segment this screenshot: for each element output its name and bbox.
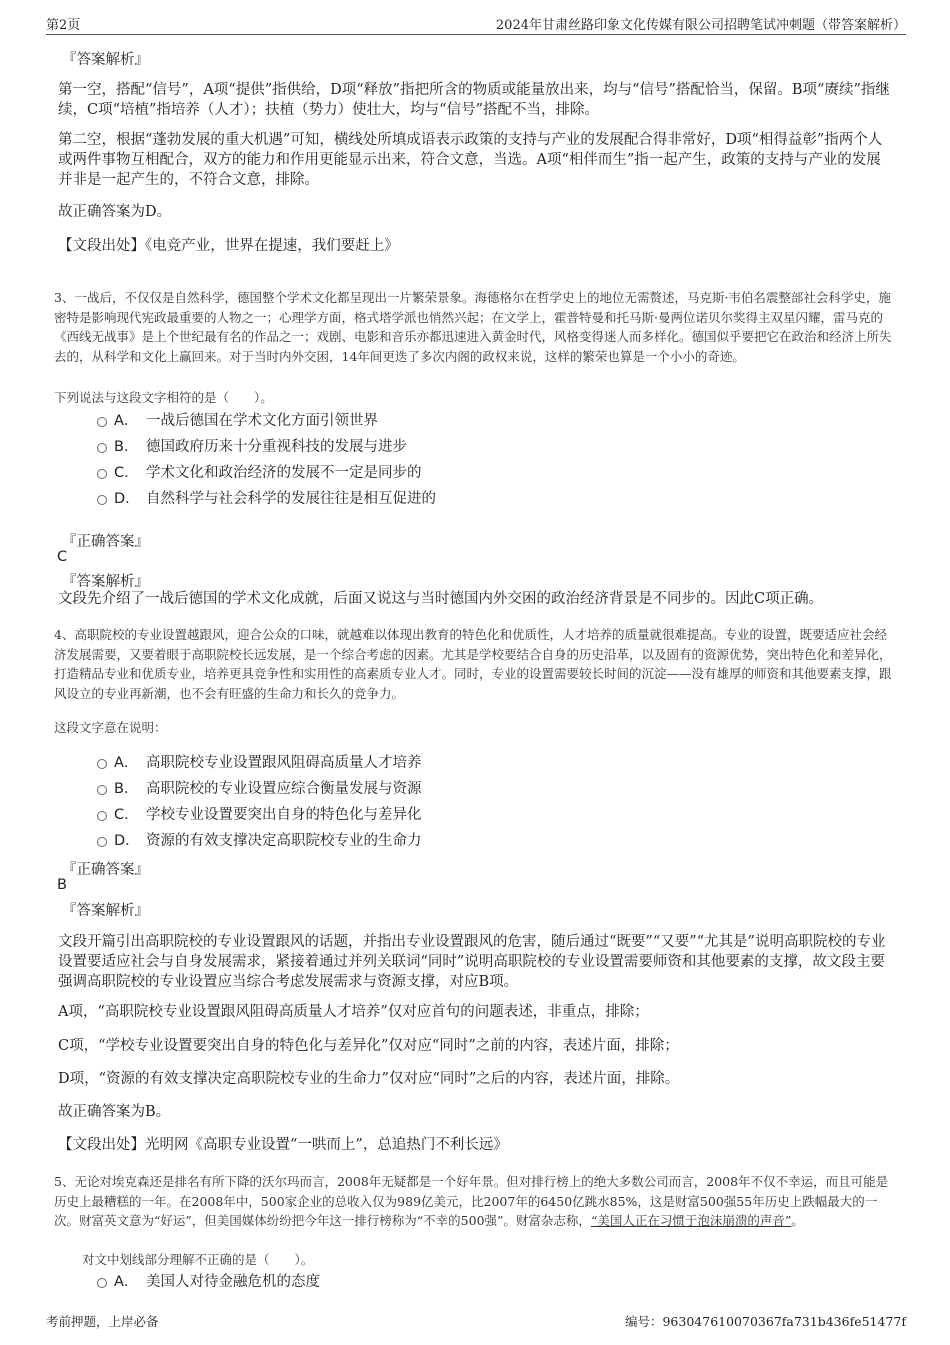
analysis-label: 『答案解析』 bbox=[62, 903, 149, 919]
q4-stem: 4、高职院校的专业设置越跟风，迎合公众的口味，就越难以体现出教育的特色化和优质性，人才培养的质量就很难提高。专业的设置，既要适应社会经济发展需要，又要着眼于高职院校长远发展，是一个综合考虑的因素。尤其是学校要结合自身的历史沿革，以及固有的资源优势，突出特色化和差异化，打造精品专业和优质专业，培养更具竞争性和实用性的高素质专业人才。同时，专业的设置需要较长时间的沉淀——没有雄厚的师资和其他要素支撑，跟风设立的专业再新潮，也不会有旺盛的生命力和长久的竞争力。 bbox=[54, 627, 892, 701]
q5-stem: 5、无论对埃克森还是排名有所下降的沃尔玛而言，2008年无疑都是一个好年景。但对排行榜上的绝大多数公司而言，2008年不仅不幸运，而且可能是历史上最糟糕的一年。在2008年中，500家企业的总收入仅为989亿美元，比2007年的6450亿跳水85%，这是财富500强55年历史上跌幅最大的一次。财富英文意为“好运”，但美国媒体纷纷把今年这一排行榜称为“不幸的500强”。财富杂志称，“美国人正在习惯于泡沫崩溃的声音”。 bbox=[54, 1174, 889, 1228]
q3-analysis: 文段先介绍了一战后德国的学术文化成就，后面又说这与当时德国内外交困的政治经济背景是不同步的。因此C项正确。 bbox=[58, 591, 824, 607]
q2-analysis-p1: 第一空，搭配“信号”，A项“提供”指供给，D项“释放”指把所含的物质或能量放出来，均与“信号”搭配恰当，保留。B项“赓续”指继续，C项“培植”指培养（人才）；扶植（势力）使壮大，均与“信号”搭配不当，排除。 bbox=[58, 82, 890, 118]
radio-button[interactable] bbox=[97, 469, 107, 479]
underlined-phrase: “美国人正在习惯于泡沫崩溃的声音” bbox=[590, 1213, 792, 1228]
radio-button[interactable] bbox=[97, 495, 107, 505]
q2-source: 【文段出处】《电竞产业，世界在提速，我们要赶上》 bbox=[58, 238, 399, 254]
q4-conclusion: 故正确答案为B。 bbox=[58, 1104, 171, 1120]
q3-answer: C bbox=[57, 549, 68, 565]
page-header bbox=[46, 12, 906, 35]
correct-answer-label: 『正确答案』 bbox=[62, 534, 149, 550]
q4-prompt: 这段文字意在说明： bbox=[54, 720, 167, 735]
q4-option-c[interactable]: C． 学校专业设置要突出自身的特色化与差异化 bbox=[97, 805, 422, 825]
q3-option-a[interactable]: A． 一战后德国在学术文化方面引领世界 bbox=[97, 411, 378, 431]
radio-button[interactable] bbox=[97, 837, 107, 847]
q4-answer: B bbox=[57, 877, 67, 893]
radio-button[interactable] bbox=[97, 759, 107, 769]
q4-option-d[interactable]: D． 资源的有效支撑决定高职院校专业的生命力 bbox=[97, 831, 422, 851]
q4-source: 【文段出处】光明网《高职专业设置“一哄而上”，总追热门不利长远》 bbox=[58, 1137, 508, 1153]
q4-analysis-p4: D项，“资源的有效支撑决定高职院校专业的生命力”仅对应“同时”之后的内容，表述片面，排除。 bbox=[58, 1071, 680, 1087]
q5-option-a[interactable]: A． 美国人对待金融危机的态度 bbox=[97, 1272, 320, 1292]
radio-button[interactable] bbox=[97, 811, 107, 821]
q2-analysis-p2: 第二空，根据“蓬勃发展的重大机遇”可知，横线处所填成语表示政策的支持与产业的发展配合得非常好，D项“相得益彰”指两个人或两件事物互相配合，双方的能力和作用更能显示出来，符合文意，当选。A项“相伴而生”指一起产生，政策的支持与产业的发展并非是一起产生的，不符合文意，排除。 bbox=[58, 132, 883, 188]
q3-option-b[interactable]: B． 德国政府历来十分重视科技的发展与进步 bbox=[97, 437, 407, 457]
q4-option-a[interactable]: A． 高职院校专业设置跟风阻碍高质量人才培养 bbox=[97, 753, 422, 773]
q3-stem: 3、一战后，不仅仅是自然科学，德国整个学术文化都呈现出一片繁荣景象。海德格尔在哲学史上的地位无需赘述，马克斯·韦伯名震整部社会科学史，施密特是影响现代宪政最重要的人物之一；心理学方面，格式塔学派也悄然兴起；在文学上，霍普特曼和托马斯·曼两位诺贝尔奖得主双星闪耀，雷马克的《西线无战事》是上个世纪最有名的作品之一；戏剧、电影和音乐亦都迅速进入黄金时代，风格变得迷人而多样化。德国似乎要把它在政治和经济上所失去的，从科学和文化上赢回来。对于当时内外交困，14年间更迭了多次内阁的政权来说，这样的繁荣也算是一个小小的奇迹。 bbox=[54, 290, 892, 364]
q3-option-d[interactable]: D． 自然科学与社会科学的发展往往是相互促进的 bbox=[97, 489, 436, 509]
correct-answer-label: 『正确答案』 bbox=[62, 862, 149, 878]
document-title: 2024年甘肃丝路印象文化传媒有限公司招聘笔试冲刺题（带答案解析） bbox=[495, 18, 906, 33]
q3-prompt: 下列说法与这段文字相符的是（ ）。 bbox=[54, 390, 273, 405]
q4-analysis-p2: A项，“高职院校专业设置跟风阻碍高质量人才培养”仅对应首句的问题表述，非重点，排除； bbox=[58, 1004, 649, 1020]
q5-prompt: 对文中划线部分理解不正确的是（ ）。 bbox=[82, 1252, 314, 1267]
radio-button[interactable] bbox=[97, 785, 107, 795]
radio-button[interactable] bbox=[97, 417, 107, 427]
footer-slogan: 考前押题，上岸必备 bbox=[46, 1314, 159, 1329]
document-id: 编号：963047610070367fa731b436fe51477f bbox=[624, 1314, 906, 1329]
analysis-label: 『答案解析』 bbox=[62, 52, 149, 68]
page-number: 第2页 bbox=[46, 18, 81, 33]
radio-button[interactable] bbox=[97, 1278, 107, 1288]
radio-button[interactable] bbox=[97, 443, 107, 453]
q3-option-c[interactable]: C． 学术文化和政治经济的发展不一定是同步的 bbox=[97, 463, 422, 483]
analysis-label: 『答案解析』 bbox=[62, 574, 149, 590]
q4-analysis-p1: 文段开篇引出高职院校的专业设置跟风的话题，并指出专业设置跟风的危害，随后通过“既要”“又要”“尤其是”说明高职院校的专业设置要适应社会与自身发展需求，紧接着通过并列关联词“同时”说明高职院校的专业设置需要师资和其他要素的支撑，故文段主要强调高职院校的专业设置应当综合考虑发展需求与资源支撑，对应B项。 bbox=[58, 934, 886, 990]
q4-analysis-p3: C项，“学校专业设置要突出自身的特色化与差异化”仅对应“同时”之前的内容，表述片面，排除； bbox=[58, 1038, 679, 1054]
q2-conclusion: 故正确答案为D。 bbox=[58, 204, 172, 220]
q4-option-b[interactable]: B． 高职院校的专业设置应综合衡量发展与资源 bbox=[97, 779, 422, 799]
